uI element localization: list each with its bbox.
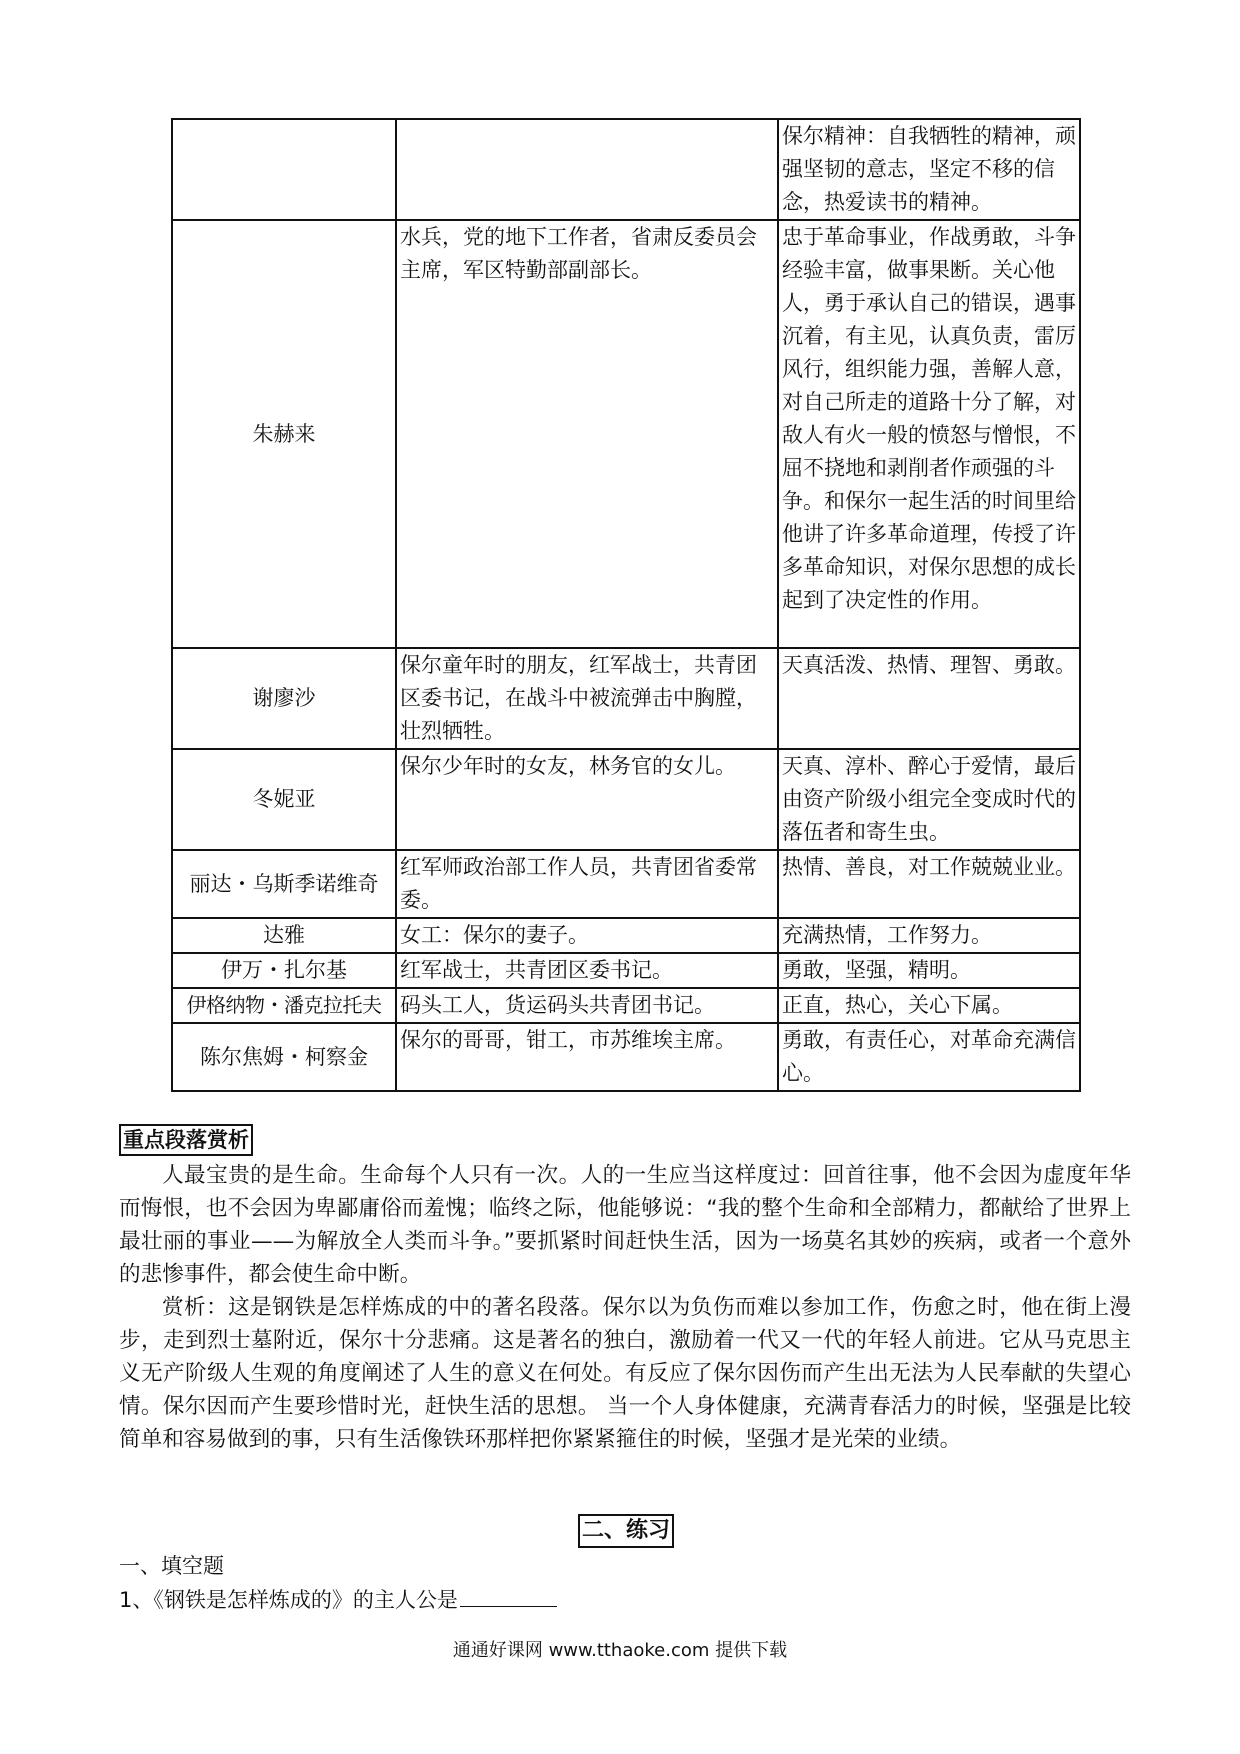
character-traits: 保尔精神：自我牺牲的精神，顽强坚韧的意志，坚定不移的信念，热爱读书的精神。: [778, 119, 1080, 220]
character-name: 伊格纳物・潘克拉托夫: [172, 988, 396, 1023]
fill-in-heading: 一、填空题: [119, 1554, 224, 1578]
table-row: [172, 988, 1080, 1023]
character-traits: 天真活泼、热情、理智、勇敢。: [778, 648, 1080, 749]
table-row: [172, 749, 1080, 850]
character-identity: 红军战士，共青团区委书记。: [396, 953, 778, 988]
answer-blank[interactable]: [460, 1584, 557, 1607]
character-traits: 忠于革命事业，作战勇敢，斗争经验丰富，做事果断。关心他人，勇于承认自己的错误，遇事沉着，有主见，认真负责，雷厉风行，组织能力强，善解人意，对自己所走的道路十分了解，对敌人有火一般的愤怒与憎恨，不屈不挠地和剥削者作顽强的斗争。和保尔一起生活的时间里给他讲了许多革命道理，传授了许多革命知识，对保尔思想的成长起到了决定性的作用。: [778, 220, 1080, 648]
character-traits: 勇敢，坚强，精明。: [778, 953, 1080, 988]
character-identity: [396, 119, 778, 220]
character-name: 陈尔焦姆・柯察金: [172, 1023, 396, 1091]
analysis-commentary: 赏析：这是钢铁是怎样炼成的中的著名段落。保尔以为负伤而难以参加工作，伤愈之时，他在街上漫步，走到烈士墓附近，保尔十分悲痛。这是著名的独白，激励着一代又一代的年轻人前进。它从马克思主义无产阶级人生观的角度阐述了人生的意义在何处。有反应了保尔因伤而产生出无法为人民奉献的失望心情。保尔因而产生要珍惜时光，赶快生活的思想。 当一个人身体健康，充满青春活力的时候，坚强是比较简单和容易做到的事，只有生活像铁环那样把你紧紧箍住的时候，坚强才是光荣的业绩。: [119, 1295, 1131, 1452]
character-name: 朱赫来: [172, 220, 396, 648]
character-traits: 热情、善良，对工作兢兢业业。: [778, 850, 1080, 918]
character-identity: 女工：保尔的妻子。: [396, 918, 778, 953]
character-identity: 红军师政治部工作人员，共青团省委常委。: [396, 850, 778, 918]
question-1-text: 1、《钢铁是怎样炼成的》的主人公是: [119, 1588, 458, 1612]
table-row: [172, 953, 1080, 988]
character-identity: 水兵，党的地下工作者，省肃反委员会主席，军区特勤部副部长。: [396, 220, 778, 648]
character-traits: 正直，热心，关心下属。: [778, 988, 1080, 1023]
character-table: [171, 118, 1081, 1092]
table-row: [172, 850, 1080, 918]
table-row: [172, 119, 1080, 220]
exercise-heading: 二、练习: [578, 1514, 674, 1548]
page-footer: 通通好课网 www.tthaoke.com 提供下载: [452, 1640, 788, 1661]
table-row: [172, 918, 1080, 953]
quoted-passage: 人最宝贵的是生命。生命每个人只有一次。人的一生应当这样度过：回首往事，他不会因为虚度年华而悔恨，也不会因为卑鄙庸俗而羞愧；临终之际，他能够说：“我的整个生命和全部精力，都献给了世界上最壮丽的事业——为解放全人类而斗争。”要抓紧时间赶快生活，因为一场莫名其妙的疾病，或者一个意外的悲惨事件，都会使生命中断。: [119, 1163, 1131, 1287]
character-name: [172, 119, 396, 220]
character-name: 冬妮亚: [172, 749, 396, 850]
character-traits: 充满热情，工作努力。: [778, 918, 1080, 953]
character-identity: 码头工人，货运码头共青团书记。: [396, 988, 778, 1023]
table-row: [172, 1023, 1080, 1091]
character-name: 谢廖沙: [172, 648, 396, 749]
character-identity: 保尔少年时的女友，林务官的女儿。: [396, 749, 778, 850]
character-name: 伊万・扎尔基: [172, 953, 396, 988]
character-traits: 天真、淳朴、醉心于爱情，最后由资产阶级小组完全变成时代的落伍者和寄生虫。: [778, 749, 1080, 850]
character-name: 达雅: [172, 918, 396, 953]
section-title: 重点段落赏析: [119, 1124, 253, 1156]
character-traits: 勇敢，有责任心，对革命充满信心。: [778, 1023, 1080, 1091]
character-name: 丽达・乌斯季诺维奇: [172, 850, 396, 918]
table-row: [172, 220, 1080, 648]
question-1: [119, 1584, 557, 1615]
character-identity: 保尔的哥哥，钳工，市苏维埃主席。: [396, 1023, 778, 1091]
table-row: [172, 648, 1080, 749]
character-identity: 保尔童年时的朋友，红军战士，共青团区委书记，在战斗中被流弹击中胸膛，壮烈牺牲。: [396, 648, 778, 749]
